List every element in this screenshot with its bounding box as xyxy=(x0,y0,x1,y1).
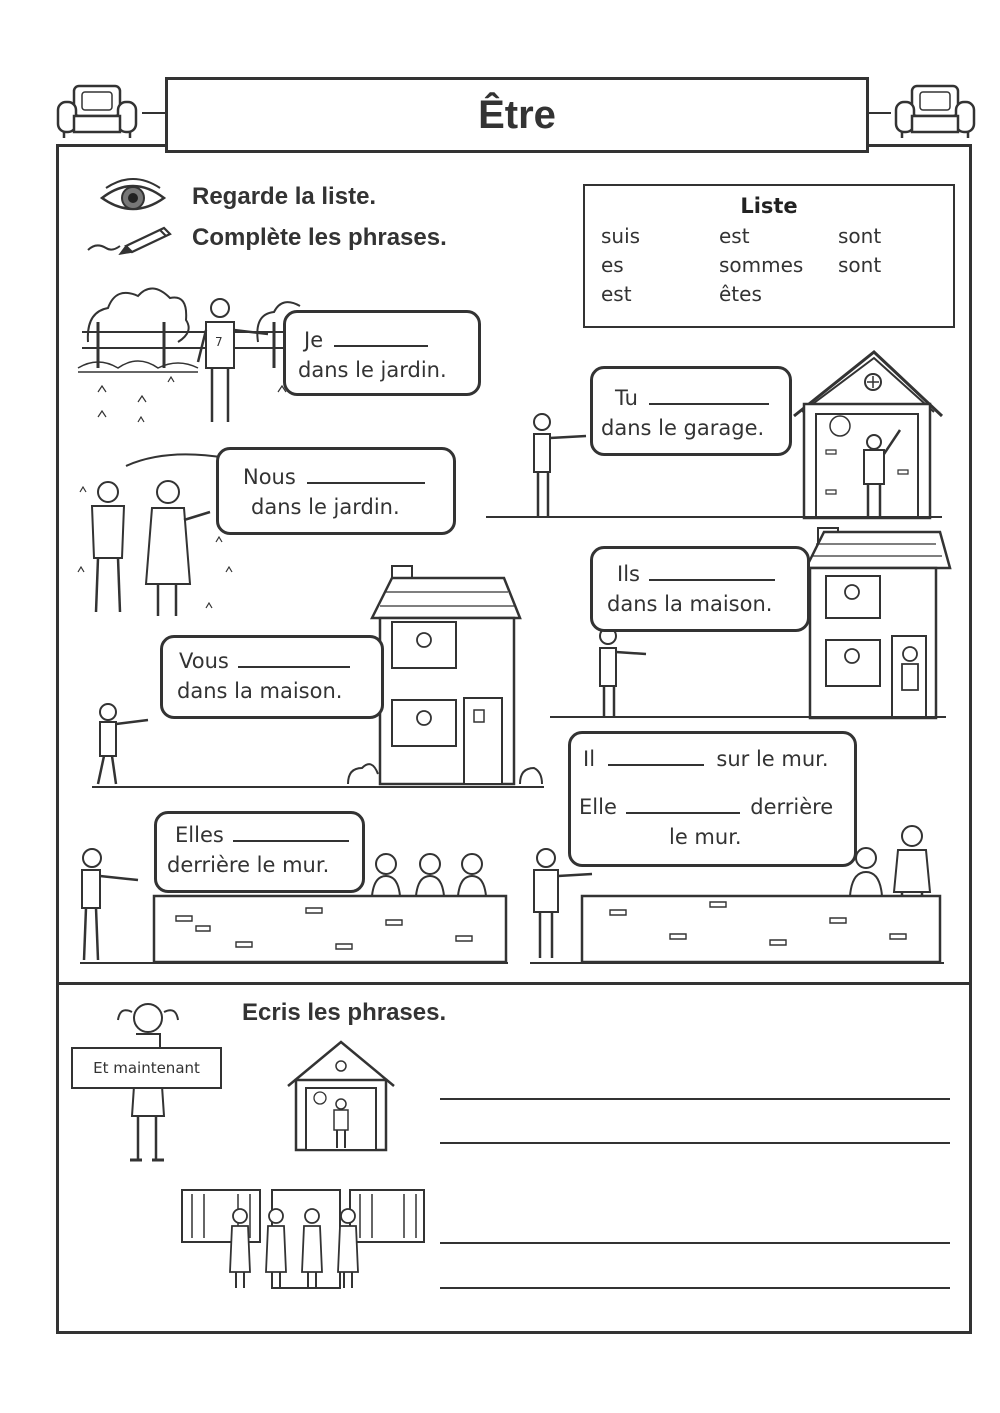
bubble-je xyxy=(283,310,481,396)
blank-je[interactable] xyxy=(334,327,428,347)
bubble-je-start: Je xyxy=(304,328,324,352)
word-suis: suis xyxy=(601,224,641,248)
word-est: est xyxy=(601,282,632,306)
word-sont-2: sont xyxy=(838,253,882,277)
word-etes: êtes xyxy=(719,282,762,306)
bubble-elle-end: derrière xyxy=(750,795,834,819)
answer-line-4[interactable] xyxy=(440,1287,950,1289)
word-sommes: sommes xyxy=(719,253,804,277)
bubble-tu-start: Tu xyxy=(615,386,638,410)
small-house-front-illustration xyxy=(178,1186,428,1292)
blank-ils[interactable] xyxy=(649,561,775,581)
word-sont: sont xyxy=(838,224,882,248)
instruction-complete: Complète les phrases. xyxy=(192,224,447,251)
blank-il[interactable] xyxy=(608,746,704,766)
bubble-tu xyxy=(590,366,792,456)
ground-line-il xyxy=(530,962,944,964)
bubble-vous-end: dans la maison. xyxy=(177,679,343,703)
bubble-nous xyxy=(216,447,456,535)
armchair-icon-right xyxy=(890,82,980,142)
title-connector-left xyxy=(142,112,166,114)
word-list-title: Liste xyxy=(740,194,798,218)
answer-line-2[interactable] xyxy=(440,1142,950,1144)
bubble-vous xyxy=(160,635,384,719)
answer-line-1[interactable] xyxy=(440,1098,950,1100)
bubble-ils-start: Ils xyxy=(617,562,640,586)
blank-elles[interactable] xyxy=(233,822,349,842)
bubble-je-end: dans le jardin. xyxy=(298,358,447,382)
bubble-nous-start: Nous xyxy=(243,465,296,489)
bubble-il-elle xyxy=(568,731,857,867)
bubble-il-end: sur le mur. xyxy=(716,747,829,771)
ground-line-ils xyxy=(550,716,946,718)
word-list-box xyxy=(583,184,955,328)
sign-et-maintenant: Et maintenant xyxy=(71,1047,222,1089)
bubble-elles xyxy=(154,811,365,893)
bubble-vous-start: Vous xyxy=(179,649,229,673)
blank-vous[interactable] xyxy=(238,648,350,668)
instruction-write: Ecris les phrases. xyxy=(242,999,447,1026)
bubble-elles-start: Elles xyxy=(175,823,224,847)
word-es: es xyxy=(601,253,624,277)
armchair-icon-left xyxy=(52,82,142,142)
instruction-look: Regarde la liste. xyxy=(192,183,377,210)
bubble-il-start: Il xyxy=(583,747,596,771)
ground-line-elles xyxy=(80,962,508,964)
word-est-2: est xyxy=(719,224,750,248)
garden-illustration xyxy=(78,272,298,432)
bubble-ils xyxy=(590,546,810,632)
bubble-nous-end: dans le jardin. xyxy=(251,495,400,519)
bubble-tu-end: dans le garage. xyxy=(601,416,765,440)
pencil-icon xyxy=(86,222,176,254)
title-box xyxy=(165,77,869,153)
ground-line-vous xyxy=(92,786,544,788)
page-title: Être xyxy=(478,92,556,137)
blank-elle[interactable] xyxy=(626,794,740,814)
bubble-elle-start: Elle xyxy=(579,795,617,819)
bubble-elle-line2: le mur. xyxy=(669,825,742,849)
svg-text:7: 7 xyxy=(215,335,223,349)
blank-tu[interactable] xyxy=(649,385,769,405)
answer-line-3[interactable] xyxy=(440,1242,950,1244)
bubble-elles-end: derrière le mur. xyxy=(167,853,330,877)
ground-line-tu xyxy=(486,516,942,518)
small-garage-illustration xyxy=(286,1040,396,1152)
bubble-ils-end: dans la maison. xyxy=(607,592,773,616)
blank-nous[interactable] xyxy=(307,464,425,484)
eye-icon xyxy=(98,180,168,216)
